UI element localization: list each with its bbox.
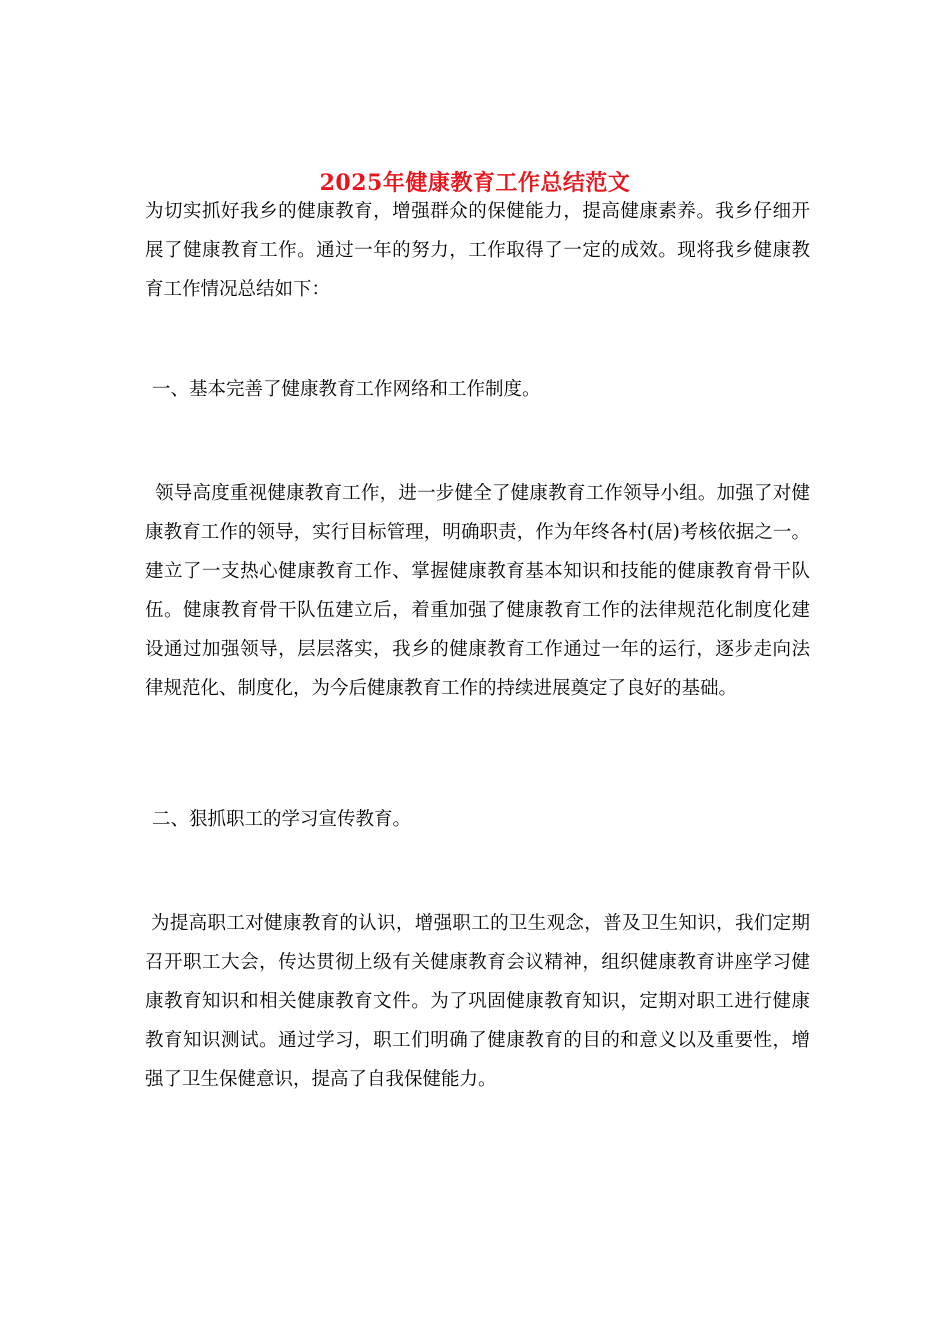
section-1-heading: 一、基本完善了健康教育工作网络和工作制度。	[152, 379, 541, 400]
section-2-heading: 二、狠抓职工的学习宣传教育。	[152, 809, 412, 830]
intro-paragraph: 为切实抓好我乡的健康教育，增强群众的保健能力，提高健康素养。我乡仔细开展了健康教育工作。通过一年的努力，工作取得了一定的成效。现将我乡健康教育工作情况总结如下：	[145, 201, 810, 300]
section-2-paragraph: 为提高职工对健康教育的认识，增强职工的卫生观念，普及卫生知识，我们定期召开职工大会，传达贯彻上级有关健康教育会议精神，组织健康教育讲座学习健康教育知识和相关健康教育文件。为了巩固健康教育知识，定期对职工进行健康教育知识测试。通过学习，职工们明确了健康教育的目的和意义以及重要性，增强了卫生保健意识，提高了自我保健能力。	[145, 913, 810, 1090]
document-title: 2025年健康教育工作总结范文	[319, 169, 631, 196]
section-1-paragraph: 领导高度重视健康教育工作，进一步健全了健康教育工作领导小组。加强了对健康教育工作的领导，实行目标管理，明确职责，作为年终各村(居)考核依据之一。建立了一支热心健康教育工作、掌握健康教育基本知识和技能的健康教育骨干队伍。健康教育骨干队伍建立后，着重加强了健康教育工作的法律规范化制度化建设通过加强领导，层层落实，我乡的健康教育工作通过一年的运行，逐步走向法律规范化、制度化，为今后健康教育工作的持续进展奠定了良好的基础。	[145, 483, 810, 699]
